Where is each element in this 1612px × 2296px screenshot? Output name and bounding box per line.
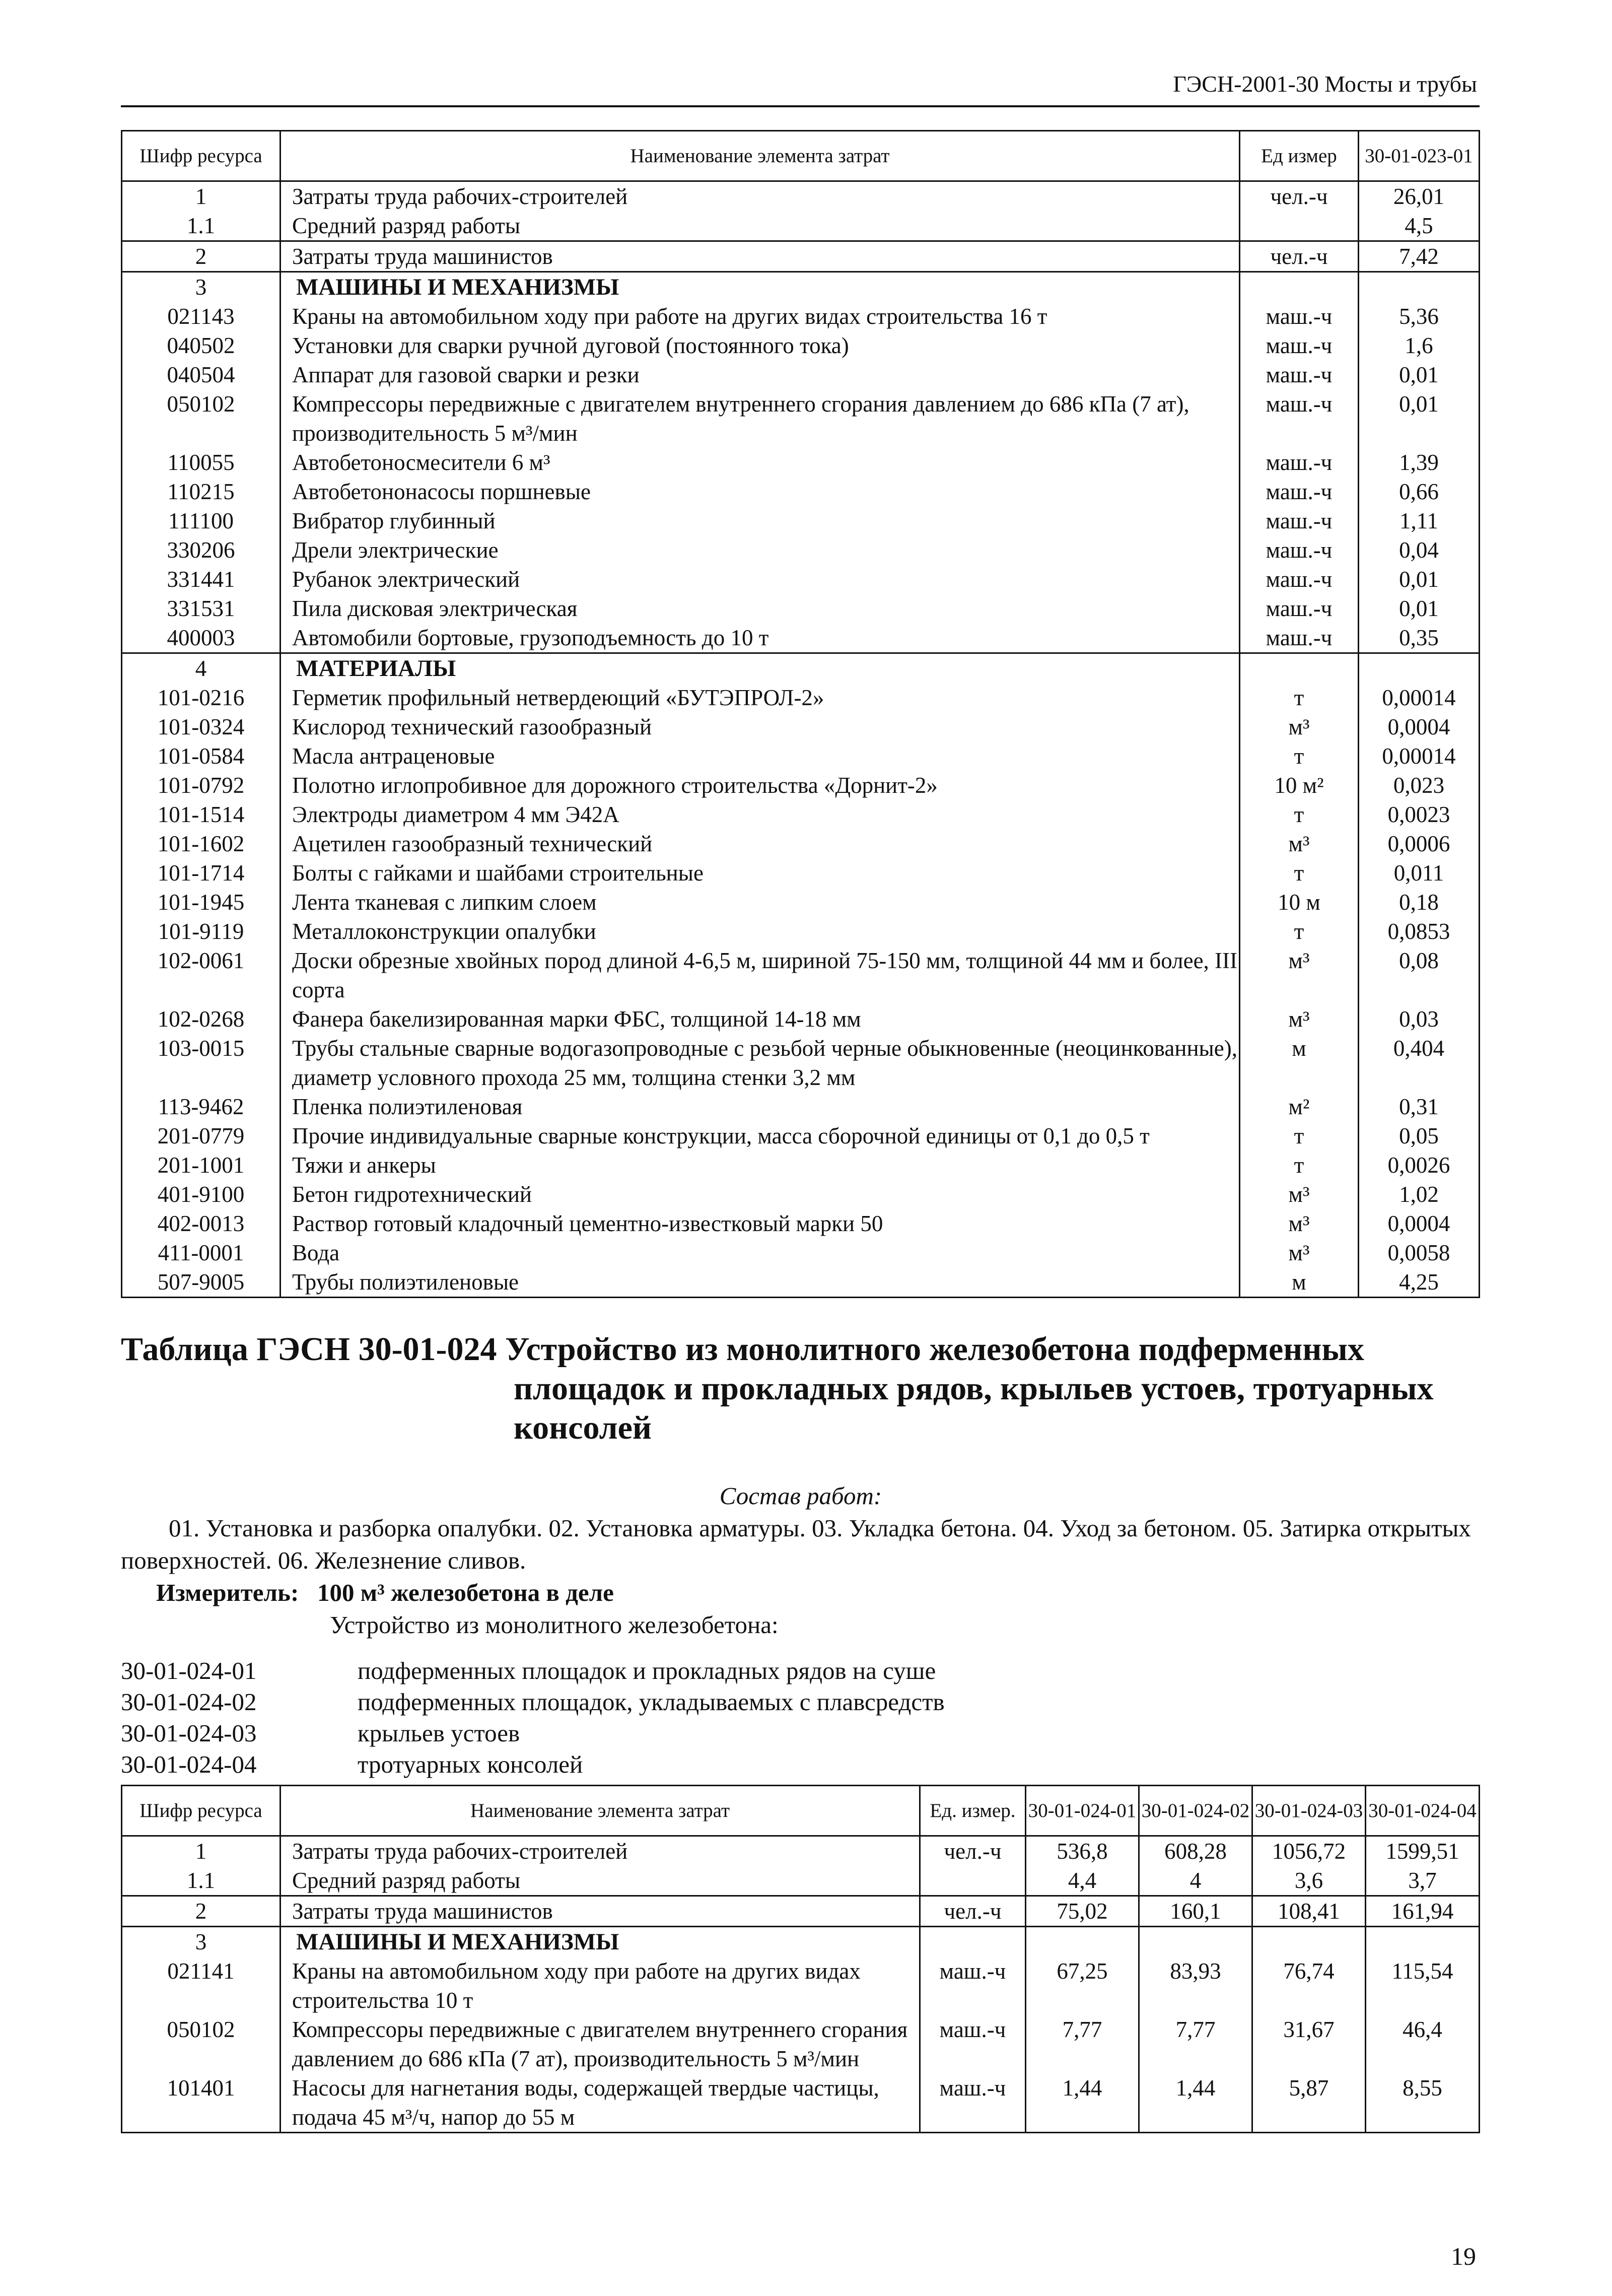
measure-value: 100 м³ железобетона в деле [317,1579,614,1606]
header-rule [121,105,1480,107]
cost-element-name: Раствор готовый кладочный цементно-известковый марки 50 [281,1209,1240,1238]
unit-cell: маш.-ч [1240,331,1359,360]
unit-cell: м³ [1240,1004,1359,1034]
value-cell: 0,00014 [1359,741,1480,771]
unit-cell [1240,272,1359,302]
table1-body [122,181,1480,1298]
resource-code: 113-9462 [122,1092,281,1121]
cost-element-name: Металлоконструкции опалубки [281,917,1240,946]
table-row [122,272,1480,302]
value-cell-3: 3,6 [1252,1866,1366,1896]
cost-element-name: Герметик профильный нетвердеющий «БУТЭПРОЛ-2» [281,683,1240,712]
resource-code: 411-0001 [122,1238,281,1267]
value-cell: 0,01 [1359,594,1480,623]
norm-description: подферменных площадок, укладываемых с плавсредств [358,1688,945,1716]
table-row [122,1151,1480,1180]
value-cell-3 [1252,1927,1366,1957]
table-row [122,800,1480,829]
table-row [122,211,1480,241]
value-cell-4: 1599,51 [1366,1836,1480,1866]
cost-element-name: Средний разряд работы [281,211,1240,241]
cost-element-name: Тяжи и анкеры [281,1151,1240,1180]
resource-code: 101-0324 [122,712,281,741]
resource-code: 101-0584 [122,741,281,771]
resource-code: 330206 [122,535,281,565]
value-cell-4: 46,4 [1366,2015,1480,2073]
resource-code: 101-1945 [122,888,281,917]
cost-element-name: Затраты труда машинистов [281,241,1240,272]
measure-label: Измеритель: [156,1579,299,1606]
section-title [121,1330,1481,1448]
page-number: 19 [1451,2242,1476,2270]
norm-description: подферменных площадок и прокладных рядов на суше [358,1657,936,1684]
unit-cell: чел.-ч [1240,241,1359,272]
table-row [122,1956,1480,2015]
unit-cell: т [1240,1121,1359,1151]
value-cell-1: 67,25 [1026,1956,1139,2015]
value-cell-4: 115,54 [1366,1956,1480,2015]
unit-cell: маш.-ч [1240,535,1359,565]
cost-element-name: Краны на автомобильном ходу при работе на других видах строительства 16 т [281,302,1240,331]
resource-code: 101-0216 [122,683,281,712]
resource-code: 101-1514 [122,800,281,829]
resource-code: 101-0792 [122,771,281,800]
cost-element-name: Трубы полиэтиленовые [281,1267,1240,1298]
table-row [122,1267,1480,1298]
resource-code: 4 [122,653,281,684]
cost-element-name: Доски обрезные хвойных пород длиной 4-6,5 м, шириной 75-150 мм, толщиной 44 мм и более, III сорта [281,946,1240,1004]
cost-element-name: Дрели электрические [281,535,1240,565]
value-cell-3: 1056,72 [1252,1836,1366,1866]
value-cell: 4,25 [1359,1267,1480,1298]
cost-element-name: Масла антраценовые [281,741,1240,771]
unit-cell: т [1240,683,1359,712]
resource-code: 040502 [122,331,281,360]
unit-cell: маш.-ч [1240,506,1359,535]
unit-cell: м [1240,1267,1359,1298]
value-cell: 0,31 [1359,1092,1480,1121]
table-row [122,1896,1480,1927]
norm-code: 30-01-024-01 [121,1657,257,1684]
unit-cell [920,1927,1026,1957]
value-cell: 0,0026 [1359,1151,1480,1180]
value-cell [1359,653,1480,684]
cost-element-name: Прочие индивидуальные сварные конструкции, масса сборочной единицы от 0,1 до 0,5 т [281,1121,1240,1151]
cost-element-name: Краны на автомобильном ходу при работе на других видах строительства 10 т [281,1956,920,2015]
resource-code: 101-1714 [122,858,281,888]
unit-cell: м³ [1240,1238,1359,1267]
cost-element-name: Автобетоносмесители 6 м³ [281,448,1240,477]
unit-cell: маш.-ч [1240,389,1359,448]
unit-cell: чел.-ч [920,1836,1026,1866]
cost-element-name: Фанера бакелизированная марки ФБС, толщиной 14-18 мм [281,1004,1240,1034]
unit-cell: т [1240,741,1359,771]
table-row [122,623,1480,653]
table-row [122,506,1480,535]
resource-code: 401-9100 [122,1180,281,1209]
resource-code: 2 [122,1896,281,1927]
header-col-2: 30-01-024-02 [1139,1786,1252,1836]
resource-code: 400003 [122,623,281,653]
value-cell: 7,42 [1359,241,1480,272]
unit-cell: маш.-ч [1240,565,1359,594]
unit-cell [920,1866,1026,1896]
title-line-3: консолей [514,1409,652,1446]
header-col-1: 30-01-024-01 [1026,1786,1139,1836]
value-cell-2: 1,44 [1139,2073,1252,2133]
value-cell: 1,39 [1359,448,1480,477]
unit-cell: маш.-ч [1240,360,1359,389]
value-cell-1: 536,8 [1026,1836,1139,1866]
table2-body [122,1836,1480,2133]
header-col: 30-01-023-01 [1359,131,1480,181]
value-cell: 0,0004 [1359,1209,1480,1238]
value-cell-4 [1366,1927,1480,1957]
resource-code: 1 [122,181,281,212]
cost-element-name: МАТЕРИАЛЫ [281,653,1240,684]
value-cell-3: 5,87 [1252,2073,1366,2133]
page-header: ГЭСН-2001-30 Мосты и трубы [1173,71,1477,97]
value-cell: 1,11 [1359,506,1480,535]
unit-cell: м³ [1240,1209,1359,1238]
table-row [122,1004,1480,1034]
unit-cell: м [1240,1034,1359,1092]
value-cell-1: 1,44 [1026,2073,1139,2133]
codes-list [121,1655,945,1780]
resource-code: 101401 [122,2073,281,2133]
value-cell-4: 8,55 [1366,2073,1480,2133]
cost-element-name: Болты с гайками и шайбами строительные [281,858,1240,888]
unit-cell: маш.-ч [920,1956,1026,2015]
cost-element-name: Компрессоры передвижные с двигателем внутреннего сгорания давлением до 686 кПа (7 ат), производительность 5 м³/мин [281,389,1240,448]
cost-element-name: Затраты труда рабочих-строителей [281,181,1240,212]
norm-description: тротуарных консолей [358,1750,583,1778]
table-row [122,917,1480,946]
table-row [122,448,1480,477]
cost-element-name: Вибратор глубинный [281,506,1240,535]
resource-code: 110215 [122,477,281,506]
table-row [122,594,1480,623]
norm-item [121,1718,945,1749]
value-cell-2: 160,1 [1139,1896,1252,1927]
title-line-2: площадок и прокладных рядов, крыльев устоев, тротуарных [514,1370,1434,1407]
table-row [122,1209,1480,1238]
table-row [122,2015,1480,2073]
resource-code: 201-0779 [122,1121,281,1151]
title-line-1: Таблица ГЭСН 30-01-024 Устройство из монолитного железобетона подферменных [121,1331,1364,1368]
resource-code: 507-9005 [122,1267,281,1298]
value-cell-2: 608,28 [1139,1836,1252,1866]
value-cell-1 [1026,1927,1139,1957]
works-text: 01. Установка и разборка опалубки. 02. Установка арматуры. 03. Укладка бетона. 04. Уход за бетоном. 05. Затирка открытых поверхностей. 06. Железнение сливов. [121,1514,1471,1574]
value-cell: 0,66 [1359,477,1480,506]
resource-code: 102-0061 [122,946,281,1004]
table-row [122,389,1480,448]
unit-cell: т [1240,1151,1359,1180]
cost-element-name: Затраты труда машинистов [281,1896,920,1927]
value-cell: 0,01 [1359,389,1480,448]
cost-element-name: Компрессоры передвижные с двигателем внутреннего сгорания давлением до 686 кПа (7 ат), производительность 5 м³/мин [281,2015,920,2073]
table-row [122,683,1480,712]
table-row [122,829,1480,858]
value-cell: 0,01 [1359,565,1480,594]
unit-cell [1240,211,1359,241]
resource-code: 331441 [122,565,281,594]
value-cell-2: 7,77 [1139,2015,1252,2073]
unit-cell [1240,653,1359,684]
resource-code: 021143 [122,302,281,331]
unit-cell: т [1240,858,1359,888]
table-row [122,1034,1480,1092]
resource-code: 1.1 [122,211,281,241]
unit-cell: маш.-ч [1240,302,1359,331]
cost-element-name: Затраты труда рабочих-строителей [281,1836,920,1866]
resource-code: 402-0013 [122,1209,281,1238]
table-row [122,1866,1480,1896]
table-row [122,771,1480,800]
value-cell [1359,272,1480,302]
cost-element-name: Насосы для нагнетания воды, содержащей твердые частицы, подача 45 м³/ч, напор до 55 м [281,2073,920,2133]
table-row [122,1121,1480,1151]
value-cell-1: 7,77 [1026,2015,1139,2073]
table-row [122,477,1480,506]
measure-line [121,1577,1481,1609]
cost-element-name: Вода [281,1238,1240,1267]
resource-table-024 [121,1785,1480,2133]
unit-cell: т [1240,800,1359,829]
intro-text: Устройство из монолитного железобетона: [330,1611,779,1639]
value-cell-3: 31,67 [1252,2015,1366,2073]
table-row [122,1180,1480,1209]
cost-element-name: МАШИНЫ И МЕХАНИЗМЫ [281,272,1240,302]
unit-cell: 10 м [1240,888,1359,917]
value-cell: 0,404 [1359,1034,1480,1092]
value-cell: 0,03 [1359,1004,1480,1034]
unit-cell: чел.-ч [1240,181,1359,212]
resource-code: 103-0015 [122,1034,281,1092]
unit-cell: 10 м² [1240,771,1359,800]
value-cell-1: 4,4 [1026,1866,1139,1896]
resource-code: 3 [122,1927,281,1957]
cost-element-name: Лента тканевая с липким слоем [281,888,1240,917]
norm-item [121,1749,945,1780]
cost-element-name: Средний разряд работы [281,1866,920,1896]
norm-description: крыльев устоев [358,1719,520,1747]
works-block [121,1480,1481,1641]
cost-element-name: Автобетононасосы поршневые [281,477,1240,506]
value-cell: 0,023 [1359,771,1480,800]
table-row [122,1927,1480,1957]
value-cell-3: 76,74 [1252,1956,1366,2015]
value-cell: 0,04 [1359,535,1480,565]
value-cell: 0,05 [1359,1121,1480,1151]
header-name: Наименование элемента затрат [281,1786,920,1836]
value-cell: 0,18 [1359,888,1480,917]
cost-element-name: Аппарат для газовой сварки и резки [281,360,1240,389]
value-cell: 0,35 [1359,623,1480,653]
value-cell: 0,08 [1359,946,1480,1004]
value-cell-2: 4 [1139,1866,1252,1896]
value-cell-1: 75,02 [1026,1896,1139,1927]
resource-code: 1 [122,1836,281,1866]
table-row [122,331,1480,360]
resource-code: 102-0268 [122,1004,281,1034]
value-cell-4: 161,94 [1366,1896,1480,1927]
value-cell: 0,011 [1359,858,1480,888]
table-row [122,858,1480,888]
table-row [122,535,1480,565]
unit-cell: маш.-ч [1240,594,1359,623]
table-row [122,2073,1480,2133]
header-code: Шифр ресурса [122,1786,281,1836]
table-row [122,360,1480,389]
cost-element-name: Трубы стальные сварные водогазопроводные с резьбой черные обыкновенные (неоцинкованные), диаметр условного прохода 25 мм, толщина стенки 3,2 мм [281,1034,1240,1092]
table-row [122,888,1480,917]
table-row [122,946,1480,1004]
header-col-4: 30-01-024-04 [1366,1786,1480,1836]
value-cell: 0,01 [1359,360,1480,389]
table-row [122,181,1480,212]
value-cell: 0,0058 [1359,1238,1480,1267]
resource-code: 050102 [122,389,281,448]
table-row [122,1238,1480,1267]
value-cell-3: 108,41 [1252,1896,1366,1927]
value-cell-2 [1139,1927,1252,1957]
works-label: Состав работ: [719,1482,882,1510]
resource-code: 331531 [122,594,281,623]
cost-element-name: Бетон гидротехнический [281,1180,1240,1209]
unit-cell: маш.-ч [920,2073,1026,2133]
norm-item [121,1686,945,1718]
value-cell: 0,0853 [1359,917,1480,946]
unit-cell: м³ [1240,829,1359,858]
header-name: Наименование элемента затрат [281,131,1240,181]
value-cell: 1,6 [1359,331,1480,360]
header-col-3: 30-01-024-03 [1252,1786,1366,1836]
resource-code: 101-9119 [122,917,281,946]
cost-element-name: МАШИНЫ И МЕХАНИЗМЫ [281,1927,920,1957]
table-row [122,741,1480,771]
resource-code: 2 [122,241,281,272]
resource-table-023 [121,130,1480,1298]
resource-code: 111100 [122,506,281,535]
unit-cell: маш.-ч [1240,623,1359,653]
unit-cell: чел.-ч [920,1896,1026,1927]
cost-element-name: Пленка полиэтиленовая [281,1092,1240,1121]
resource-code: 050102 [122,2015,281,2073]
unit-cell: т [1240,917,1359,946]
norm-code: 30-01-024-02 [121,1688,257,1716]
table-row [122,302,1480,331]
value-cell: 0,0004 [1359,712,1480,741]
cost-element-name: Полотно иглопробивное для дорожного строительства «Дорнит-2» [281,771,1240,800]
unit-cell: м³ [1240,1180,1359,1209]
header-unit: Ед измер [1240,131,1359,181]
header-code: Шифр ресурса [122,131,281,181]
value-cell: 5,36 [1359,302,1480,331]
resource-code: 110055 [122,448,281,477]
value-cell-2: 83,93 [1139,1956,1252,2015]
resource-code: 3 [122,272,281,302]
header-unit: Ед. измер. [920,1786,1026,1836]
norm-code: 30-01-024-04 [121,1750,257,1778]
unit-cell: м² [1240,1092,1359,1121]
unit-cell: маш.-ч [1240,477,1359,506]
unit-cell: маш.-ч [920,2015,1026,2073]
cost-element-name: Электроды диаметром 4 мм Э42А [281,800,1240,829]
norm-code: 30-01-024-03 [121,1719,257,1747]
resource-code: 040504 [122,360,281,389]
value-cell-4: 3,7 [1366,1866,1480,1896]
cost-element-name: Установки для сварки ручной дуговой (постоянного тока) [281,331,1240,360]
value-cell: 0,00014 [1359,683,1480,712]
norm-item [121,1655,945,1686]
resource-code: 1.1 [122,1866,281,1896]
unit-cell: м³ [1240,712,1359,741]
table-row [122,653,1480,684]
table-row [122,1092,1480,1121]
table-row [122,565,1480,594]
cost-element-name: Рубанок электрический [281,565,1240,594]
table-row [122,712,1480,741]
table-row [122,241,1480,272]
value-cell: 26,01 [1359,181,1480,212]
resource-code: 201-1001 [122,1151,281,1180]
resource-code: 021141 [122,1956,281,2015]
resource-code: 101-1602 [122,829,281,858]
cost-element-name: Кислород технический газообразный [281,712,1240,741]
cost-element-name: Автомобили бортовые, грузоподъемность до 10 т [281,623,1240,653]
cost-element-name: Пила дисковая электрическая [281,594,1240,623]
unit-cell: м³ [1240,946,1359,1004]
value-cell: 0,0023 [1359,800,1480,829]
table-row [122,1836,1480,1866]
unit-cell: маш.-ч [1240,448,1359,477]
value-cell: 1,02 [1359,1180,1480,1209]
cost-element-name: Ацетилен газообразный технический [281,829,1240,858]
value-cell: 0,0006 [1359,829,1480,858]
value-cell: 4,5 [1359,211,1480,241]
